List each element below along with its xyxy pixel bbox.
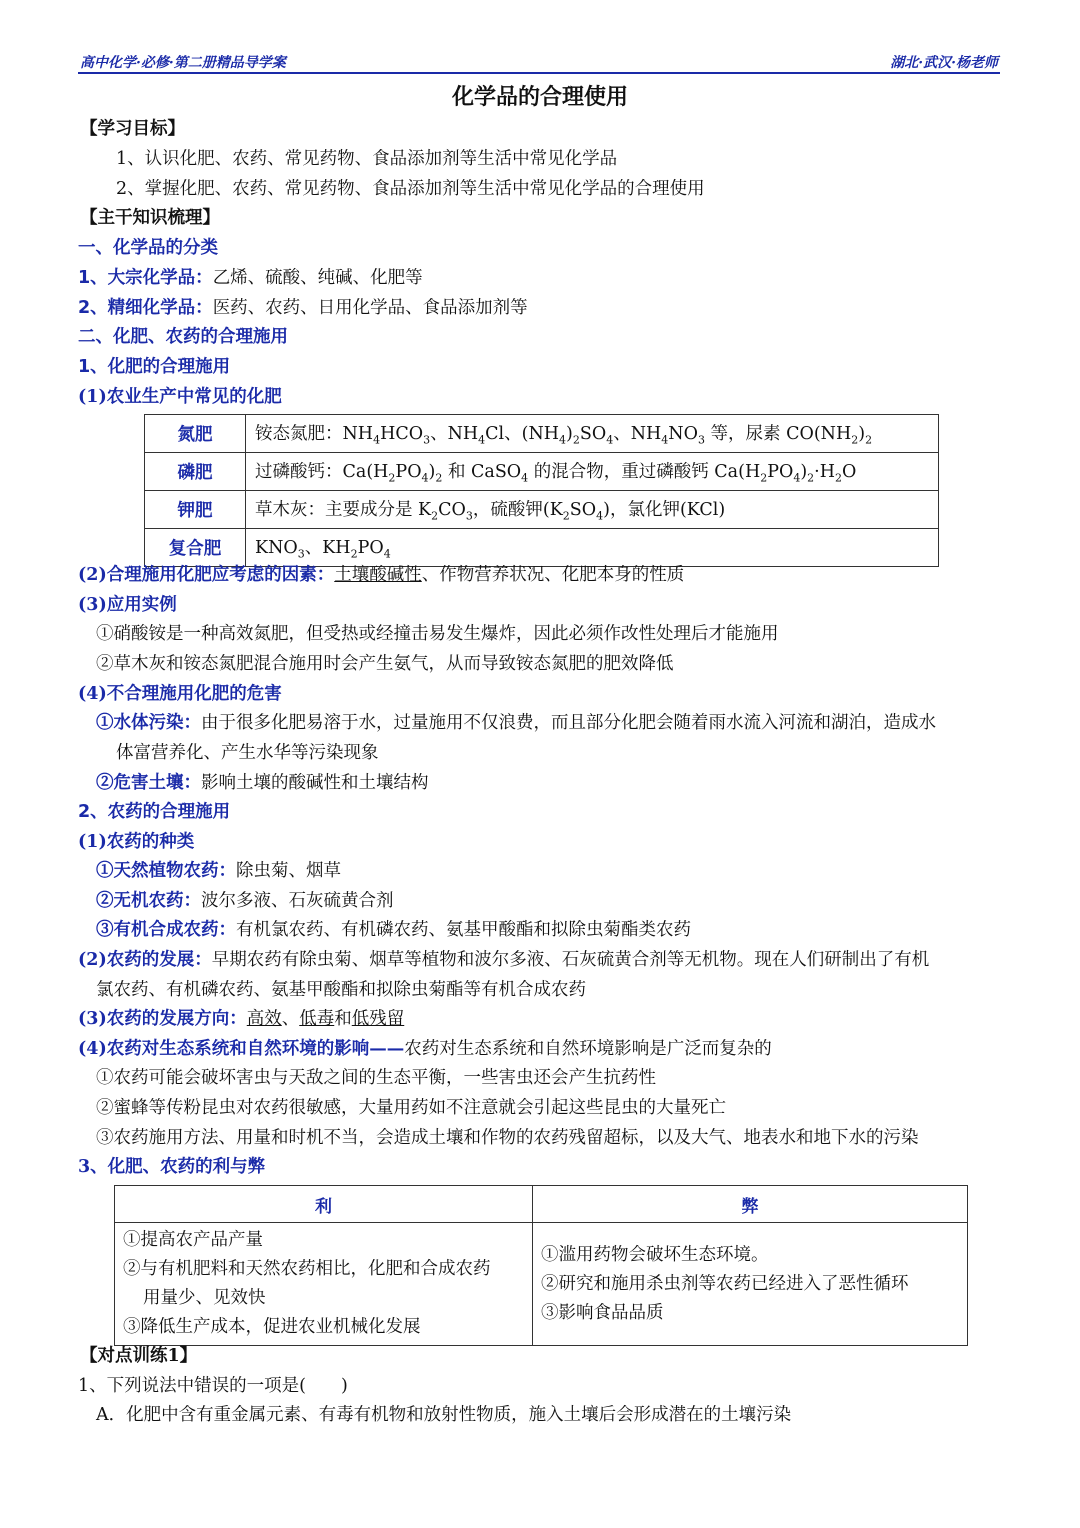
- exercise-label: 【对点训练1】: [80, 1346, 198, 1366]
- development-line: [78, 947, 929, 973]
- page-title: 化学品的合理使用: [451, 85, 628, 110]
- con-item: ①滥用药物会破坏生态环境。: [541, 1244, 769, 1265]
- category-text: 医药、农药、日用化学品、食品添加剂等: [212, 298, 528, 318]
- direction-item: 低毒: [299, 1009, 335, 1029]
- table-row: [115, 1223, 968, 1346]
- fertilizer-table: [144, 414, 939, 567]
- pesticide-type-label: ③有机合成农药：: [96, 920, 236, 940]
- factors-line: [78, 562, 684, 588]
- pesticide-type: [96, 917, 691, 943]
- point-heading: (4)不合理施用化肥的危害: [78, 684, 282, 704]
- category-label: 1、大宗化学品：: [78, 268, 213, 288]
- con-item: ③影响食品品质: [541, 1302, 664, 1323]
- harm-text: 由于很多化肥易溶于水，过量施用不仅浪费，而且部分化肥会随着雨水流入河流和湖泊，造成水: [201, 713, 936, 733]
- harm-text-cont: 体富营养化、产生水华等污染现象: [116, 743, 379, 763]
- fertilizer-desc: 过磷酸钙：$Ca(H_2PO_4)_2$ 和 CaSO$_4$ 的混合物，重过磷酸钙 $Ca(H_2PO_4)_2\cdot H_2O$: [246, 453, 939, 491]
- pesticide-type: [96, 888, 394, 914]
- pros-header: 利: [115, 1186, 533, 1223]
- factors-label: (2)合理施用化肥应考虑的因素：: [78, 565, 335, 585]
- category-item: [78, 295, 528, 321]
- point-heading: (1)农业生产中常见的化肥: [78, 387, 282, 407]
- pesticide-type-label: ②无机农药：: [96, 891, 201, 911]
- development-label: (2)农药的发展：: [78, 950, 212, 970]
- cons-cell: [533, 1223, 968, 1346]
- impact-item: ②蜜蜂等传粉昆虫对农药很敏感，大量用药如不注意就会引起这些昆虫的大量死亡: [96, 1098, 726, 1118]
- fertilizer-type: 氮肥: [145, 415, 246, 453]
- factor-underlined: 土壤酸碱性: [334, 565, 422, 585]
- pros-cons-table: [114, 1185, 968, 1346]
- harm-item: [96, 770, 429, 796]
- fertilizer-type: 复合肥: [145, 529, 246, 567]
- impact-item: ①农药可能会破坏害虫与天敌之间的生态平衡，一些害虫还会产生抗药性: [96, 1068, 656, 1088]
- exercise-option: A．化肥中含有重金属元素、有毒有机物和放射性物质，施入土壤后会形成潜在的土壤污染: [96, 1405, 792, 1425]
- category-item: [78, 265, 423, 291]
- pesticide-type-text: 波尔多液、石灰硫黄合剂: [201, 891, 394, 911]
- table-row: [145, 453, 939, 491]
- development-text-cont: 氯农药、有机磷农药、氨基甲酸酯和拟除虫菊酯等有机合成农药: [96, 980, 586, 1000]
- example-item: ②草木灰和铵态氮肥混合施用时会产生氨气，从而导致铵态氮肥的肥效降低: [96, 654, 674, 674]
- goals-label: 【学习目标】: [80, 119, 185, 139]
- table-row: [145, 529, 939, 567]
- exercise-question: 1、下列说法中错误的一项是( ): [78, 1376, 348, 1396]
- header-right: 湖北·武汉·杨老师: [890, 55, 998, 71]
- goal-item: 2、掌握化肥、农药、常见药物、食品添加剂等生活中常见化学品的合理使用: [116, 179, 705, 199]
- direction-item: 低残留: [351, 1009, 405, 1029]
- con-item: ②研究和施用杀虫剂等农药已经进入了恶性循环: [541, 1273, 909, 1294]
- conjunction: 和: [334, 1009, 352, 1029]
- section-heading: 二、化肥、农药的合理施用: [78, 327, 288, 347]
- example-item: ①硝酸铵是一种高效氮肥，但受热或经撞击易发生爆炸，因此必须作改性处理后才能施用: [96, 624, 779, 644]
- direction-item: 高效: [246, 1009, 282, 1029]
- pesticide-type-text: 有机氯农药、有机磷农药、氨基甲酸酯和拟除虫菊酯类农药: [236, 920, 691, 940]
- category-text: 乙烯、硫酸、纯碱、化肥等: [212, 268, 423, 288]
- subsection-heading: 3、化肥、农药的利与弊: [78, 1157, 266, 1177]
- direction-label: (3)农药的发展方向：: [78, 1009, 247, 1029]
- point-heading: (1)农药的种类: [78, 832, 195, 852]
- separator: 、: [281, 1009, 300, 1029]
- category-label: 2、精细化学品：: [78, 298, 213, 318]
- cons-header: 弊: [533, 1186, 968, 1223]
- table-row: [145, 491, 939, 529]
- pro-item-cont: 用量少、见效快: [143, 1288, 266, 1308]
- goal-item: 1、认识化肥、农药、常见药物、食品添加剂等生活中常见化学品: [116, 149, 618, 169]
- impact-text: 农药对生态系统和自然环境影响是广泛而复杂的: [404, 1039, 772, 1059]
- table-header-row: [115, 1186, 968, 1223]
- pro-item: ①提高农产品产量: [123, 1230, 263, 1250]
- pesticide-type: [96, 858, 341, 884]
- harm-label: ①水体污染：: [96, 713, 201, 733]
- direction-line: [78, 1006, 404, 1032]
- page-header: [78, 50, 1000, 74]
- development-text: 早期农药有除虫菊、烟草等植物和波尔多液、石灰硫黄合剂等无机物。现在人们研制出了有机: [211, 950, 930, 970]
- point-heading: (3)应用实例: [78, 595, 177, 615]
- subsection-heading: 1、化肥的合理施用: [78, 357, 231, 377]
- header-left: 高中化学·必修·第二册精品导学案: [80, 55, 286, 71]
- fertilizer-type: 钾肥: [145, 491, 246, 529]
- table-row: [145, 415, 939, 453]
- fertilizer-desc: $KNO_3$、$KH_2PO_4$: [246, 529, 939, 567]
- section-heading: 一、化学品的分类: [78, 238, 218, 258]
- harm-label: ②危害土壤：: [96, 773, 201, 793]
- factors-text: 、作物营养状况、化肥本身的性质: [421, 565, 685, 585]
- fertilizer-desc: 草木灰：主要成分是 $K_2CO_3$，硫酸钾$(K_2SO_4)$，氯化钾(KCl): [246, 491, 939, 529]
- impact-item: ③农药施用方法、用量和时机不当，会造成土壤和作物的农药残留超标，以及大气、地表水和地下水的污染: [96, 1128, 919, 1148]
- impact-label: (4)农药对生态系统和自然环境的影响——: [78, 1039, 405, 1059]
- fertilizer-type: 磷肥: [145, 453, 246, 491]
- pro-item: ②与有机肥料和天然农药相比，化肥和合成农药: [123, 1259, 491, 1279]
- pesticide-type-text: 除虫菊、烟草: [236, 861, 341, 881]
- pro-item: ③降低生产成本，促进农业机械化发展: [123, 1317, 421, 1337]
- fertilizer-desc: 铵态氮肥：$NH_4HCO_3$、$NH_4Cl$、$(NH_4)_2SO_4$、$NH_4NO_3$ 等，尿素 $CO(NH_2)_2$: [246, 415, 939, 453]
- impact-line: [78, 1036, 772, 1062]
- pros-cell: [115, 1223, 533, 1346]
- pesticide-type-label: ①天然植物农药：: [96, 861, 236, 881]
- harm-text: 影响土壤的酸碱性和土壤结构: [201, 773, 429, 793]
- knowledge-label: 【主干知识梳理】: [80, 208, 220, 228]
- harm-item: [96, 710, 936, 736]
- subsection-heading: 2、农药的合理施用: [78, 802, 231, 822]
